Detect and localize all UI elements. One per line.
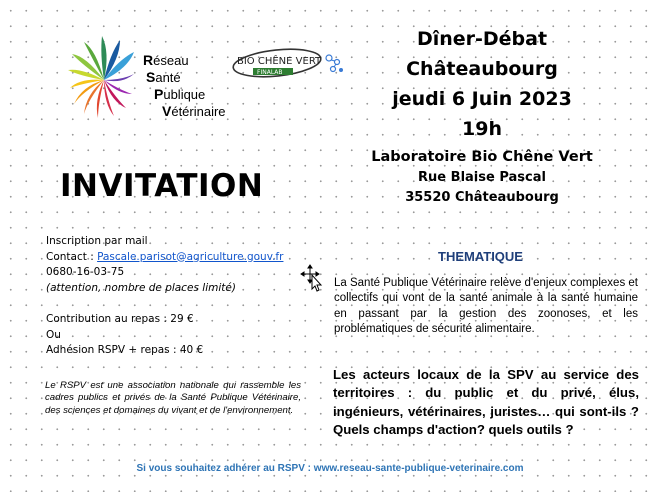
registration-line: Inscription par mail (46, 235, 148, 247)
rspv-line-veterinaire: Vétérinaire (162, 103, 226, 119)
bio-chene-vert-name: BIO CHÊNE VERT (237, 56, 322, 67)
meal-price: Contribution au repas : 29 € (46, 313, 194, 325)
event-header (366, 24, 598, 208)
contact-block (46, 234, 306, 359)
footer-website[interactable]: Si vous souhaitez adhérer au RSPV : www.reseau-sante-publique-veterinaire.com (136, 463, 524, 474)
molecule-icon (326, 55, 343, 72)
contact-line (46, 250, 306, 266)
event-postcode-city: 35520 Châteaubourg (405, 190, 559, 205)
contact-label: Contact : (46, 250, 98, 263)
rspv-line-publique: Publique (154, 86, 206, 102)
theme-question: Les acteurs locaux de la SPV au service des territoires : du public et du privé, élus, ingénieurs, vétérinaires, juristes… qui sont-ils ? Quels champs d'action? quels outils ? (333, 367, 639, 438)
phone-number: 0680-16-03-75 (46, 266, 125, 278)
event-city: Châteaubourg (406, 58, 558, 80)
event-time: 19h (462, 118, 502, 140)
or-label: Ou (46, 328, 61, 341)
rspv-line-reseau: Réseau (143, 52, 189, 68)
move-cursor-icon (300, 264, 326, 292)
theme-paragraph: La Santé Publique Vétérinaire relève d'enjeux complexes et collectifs qui vont de la santé animale à la santé humaine en passant par la gestion des zoonoses, et les problématiques de sécurité alimentaire. (334, 277, 638, 335)
bio-chene-vert-logo (229, 46, 345, 82)
theme-title: THEMATIQUE (438, 249, 523, 264)
event-street: Rue Blaise Pascal (418, 170, 546, 185)
rspv-logo-text (143, 52, 226, 120)
contact-email-link[interactable]: Pascale.parisot@agriculture.gouv.fr (97, 250, 284, 263)
rspv-flower-icon (64, 30, 144, 130)
finalab-label: FINALAB (257, 69, 283, 76)
event-venue: Laboratoire Bio Chêne Vert (371, 149, 593, 165)
membership-price: Adhésion RSPV + repas : 40 € (46, 344, 204, 356)
event-date: jeudi 6 Juin 2023 (392, 88, 572, 110)
places-note: (attention, nombre de places limité) (46, 281, 236, 294)
event-title: Dîner-Débat (416, 28, 548, 50)
invitation-heading: INVITATION (60, 168, 264, 204)
rspv-line-sante: Santé (146, 69, 181, 85)
rspv-description: Le RSPV est une association nationale qui rassemble les cadres publics et privés de la Santé Publique Vétérinaire, des sciences et domaines du vivant et de l'environnement. (45, 380, 301, 416)
